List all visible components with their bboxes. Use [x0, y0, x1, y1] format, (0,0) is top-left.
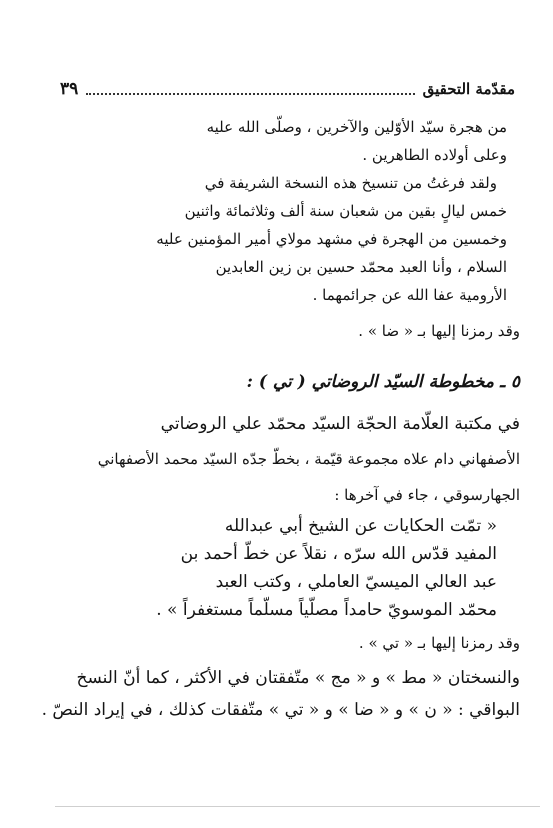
- quote-line: محمّد الموسويّ حامداً مصلّياً مسلّماً مستغفراً » .: [156, 600, 497, 620]
- section-heading: ٥ ـ مخطوطة السيّد الروضاتي ( تي ) :: [246, 372, 520, 392]
- text-line: ولقد فرغتُ من تنسيخ هذه النسخة الشريفة في: [204, 174, 497, 192]
- text-line: السلام ، وأنا العبد محمّد حسين بن زين العابدين: [215, 258, 507, 276]
- text-line: الأرومية عفا الله عن جرائمهما .: [312, 286, 507, 304]
- text-line: الأصفهاني دام علاه مجموعة قيّمة ، بخطّ جدّه السيّد محمد الأصفهاني: [97, 450, 520, 468]
- text-line: والنسختان « مط » و « مج » متّفقتان في الأكثر ، كما أنّ النسخ: [76, 668, 520, 688]
- header-dot-leader: [86, 84, 414, 95]
- bottom-rule: [55, 806, 540, 807]
- quote-line: « تمّت الحكايات عن الشيخ أبي عبدالله: [224, 516, 497, 536]
- running-title: مقدّمة التحقيق: [422, 80, 515, 98]
- symbol-note: وقد رمزنا إليها بـ « ضا » .: [358, 322, 520, 340]
- text-line: وعلى أولاده الطاهرين .: [362, 146, 507, 164]
- text-line: خمس ليالٍ بقين من شعبان سنة ألف وثلاثمائة واثنين: [184, 202, 507, 220]
- quote-line: عبد العالي الميسيّ العاملي ، وكتب العبد: [215, 572, 497, 592]
- text-line: الجهارسوقي ، جاء في آخرها :: [334, 486, 520, 504]
- text-line: في مكتبة العلّامة الحجّة السيّد محمّد علي الروضاتي: [160, 414, 520, 434]
- text-line: من هجرة سيّد الأوّلين والآخرين ، وصلّى الله عليه: [206, 118, 507, 136]
- text-line: البواقي : « ن » و « ضا » و « تي » متّفقات كذلك ، في إيراد النصّ .: [41, 700, 520, 720]
- page-number: ٣٩: [60, 79, 79, 99]
- text-line: وخمسين من الهجرة في مشهد مولاي أمير المؤمنين عليه: [156, 230, 507, 248]
- quote-line: المفيد قدّس الله سرّه ، نقلاً عن خطّ أحمد بن: [180, 544, 497, 564]
- running-header: [60, 78, 515, 100]
- symbol-note: وقد رمزنا إليها بـ « تي » .: [358, 634, 520, 652]
